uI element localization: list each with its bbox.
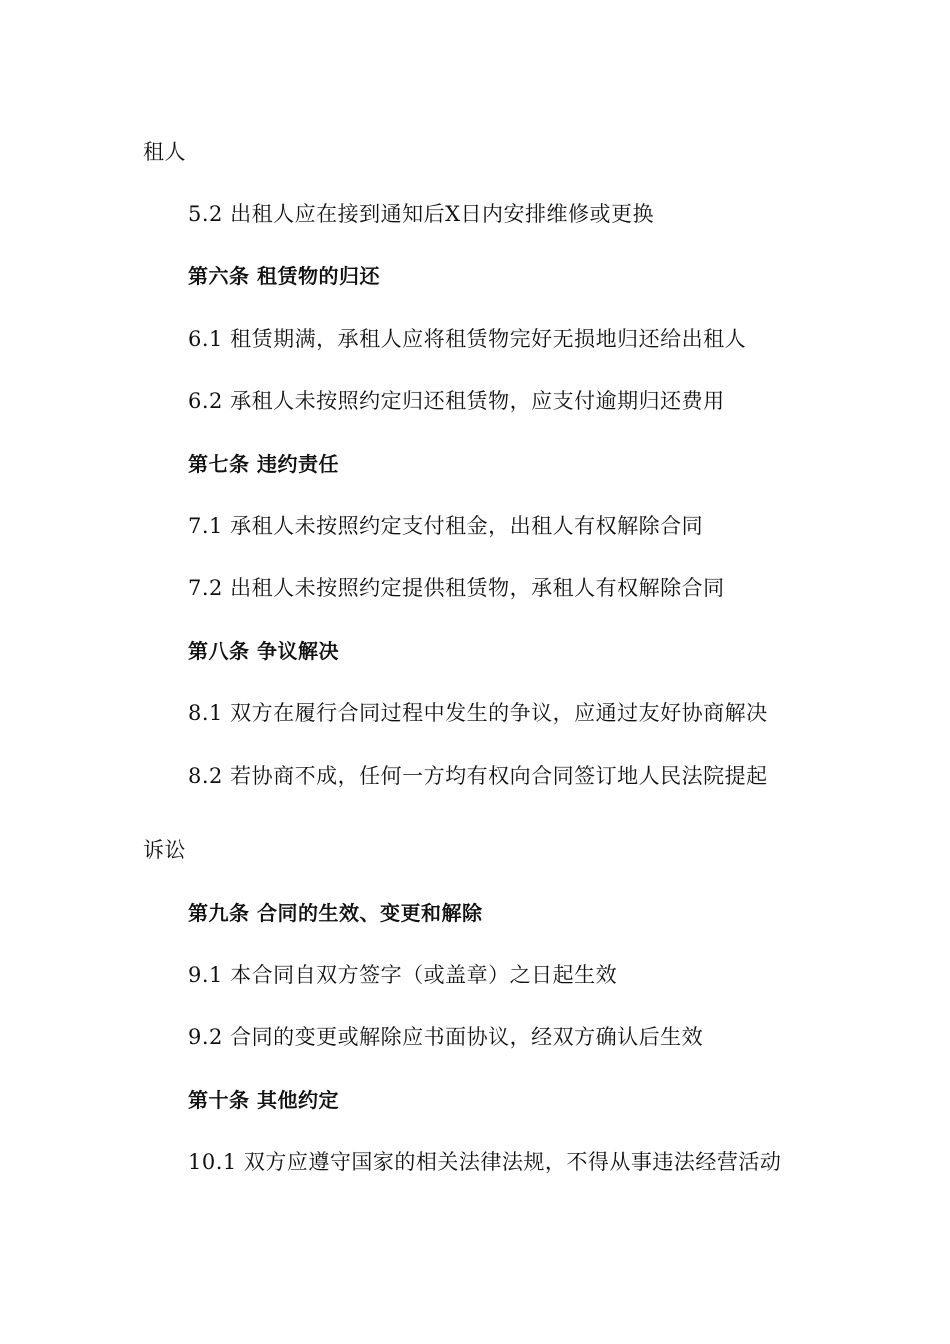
article-7-heading: 第七条 违约责任 <box>188 452 339 476</box>
clause-8-2: 8.2 若协商不成，任何一方均有权向合同签订地人民法院提起 <box>188 764 768 788</box>
article-8-heading: 第八条 争议解决 <box>188 639 339 663</box>
clause-5-2: 5.2 出租人应在接到通知后X日内安排维修或更换 <box>188 202 655 226</box>
clause-7-2: 7.2 出租人未按照约定提供租赁物，承租人有权解除合同 <box>188 576 725 600</box>
clause-9-1: 9.1 本合同自双方签字（或盖章）之日起生效 <box>188 963 618 987</box>
clause-7-1: 7.1 承租人未按照约定支付租金，出租人有权解除合同 <box>188 514 704 538</box>
clause-8-1: 8.1 双方在履行合同过程中发生的争议，应通过友好协商解决 <box>188 701 768 725</box>
article-10-heading: 第十条 其他约定 <box>188 1088 339 1112</box>
paragraph-continuation: 诉讼 <box>143 838 186 862</box>
clause-6-1: 6.1 租赁期满，承租人应将租赁物完好无损地归还给出租人 <box>188 327 747 351</box>
clause-9-2: 9.2 合同的变更或解除应书面协议，经双方确认后生效 <box>188 1025 704 1049</box>
clause-10-1: 10.1 双方应遵守国家的相关法律法规，不得从事违法经营活动 <box>188 1150 782 1174</box>
article-6-heading: 第六条 租赁物的归还 <box>188 264 380 288</box>
paragraph-continuation: 租人 <box>143 140 186 164</box>
article-9-heading: 第九条 合同的生效、变更和解除 <box>188 901 483 925</box>
clause-6-2: 6.2 承租人未按照约定归还租赁物，应支付逾期归还费用 <box>188 389 725 413</box>
